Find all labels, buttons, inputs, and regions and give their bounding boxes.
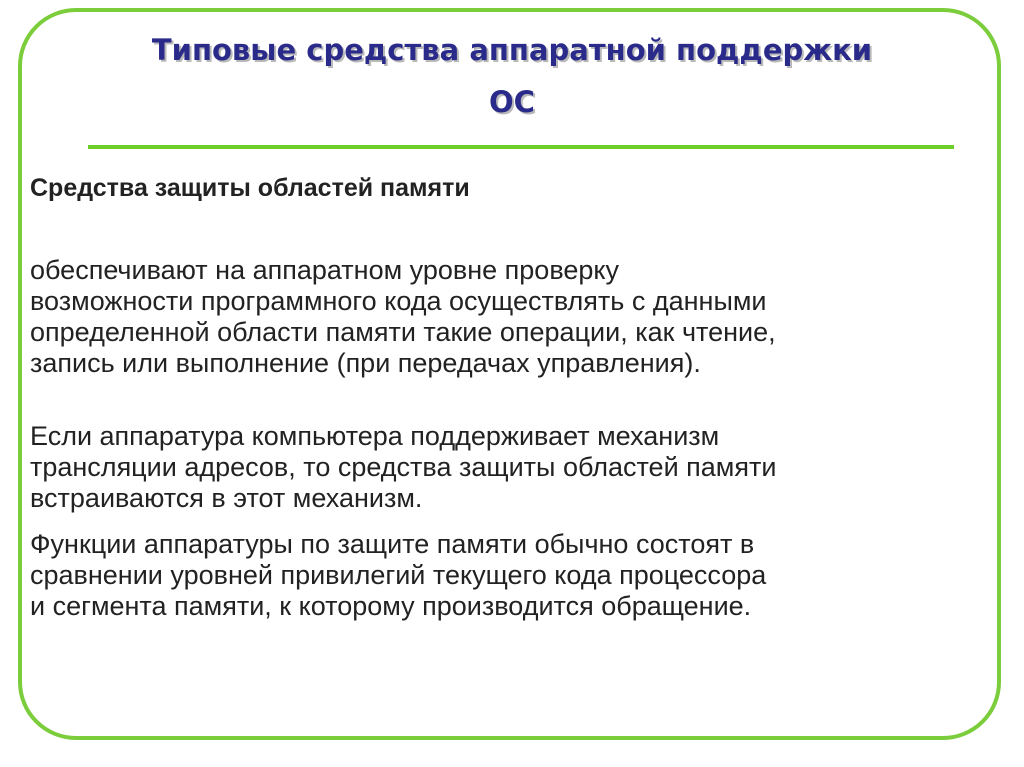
paragraph-line: сравнении уровней привилегий текущего кода процессора: [30, 560, 767, 590]
paragraph-line: Если аппаратура компьютера поддерживает механизм: [30, 421, 720, 451]
paragraph-3: [30, 529, 990, 622]
paragraph-line: Функции аппаратуры по защите памяти обычно состоят в: [30, 529, 755, 559]
paragraph-line: встраиваются в этот механизм.: [30, 483, 423, 513]
paragraph-2: [30, 421, 990, 514]
paragraph-line: обеспечивают на аппаратном уровне проверку: [30, 255, 620, 285]
paragraph-line: возможности программного кода осуществлять с данными: [30, 286, 767, 316]
paragraph-line: и сегмента памяти, к которому производится обращение.: [30, 591, 752, 621]
paragraph-1: [30, 255, 990, 379]
paragraph-line: запись или выполнение (при передачах управления).: [30, 348, 701, 378]
section-heading: Средства защиты областей памяти: [30, 174, 470, 202]
paragraph-line: трансляции адресов, то средства защиты областей памяти: [30, 452, 777, 482]
title-divider: [88, 145, 954, 149]
paragraph-line: определенной области памяти такие операции, как чтение,: [30, 317, 776, 347]
slide-title-line2: ОС: [489, 85, 535, 119]
slide-title-line1: Типовые средства аппаратной поддержки: [151, 33, 873, 67]
